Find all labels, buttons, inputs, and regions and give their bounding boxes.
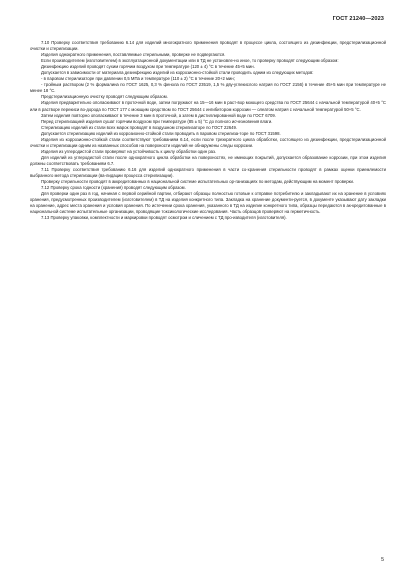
paragraph-drying: Перед стерилизацией изделия сушат горячим воздухом при температуре (85 ± 5) °С до полного исчезновения влаги. [41,118,273,124]
paragraph-steam-sterilization: Допускается стерилизацию изделий из коррозионно-стойкой стали проводить в паровом стерилиза-торе по ГОСТ 31598. [41,130,281,136]
paragraph-carbon-steel-corrosion: Для изделий из углеродистой стали после однократного цикла обработки на поверхностях, не имеющих покрытий, допускается образование коррозии, при этом изделия должны соответствовать требованиям 6.7. [30,154,386,166]
list-item-steam-sterilizer: - в паровом стерилизаторе при давлении 0,5 МПа и температуре (110 ± 2) °С в течение 20+2 мин; [41,76,235,82]
list-item-triple-solution: - тройным раствором (2 % формалина по ГОСТ 1625, 0,3 % фенола по ГОСТ 23519, 1,5 % дву-углекислого натрия по ГОСТ 2156) в течение 45+5 мин при температуре не менее 18 °С. [30,82,386,94]
paragraph-repeated-rinsing: Затем изделия повторно ополаскивают в течение 3 мин в проточной, а затем в дистиллированной воде по ГОСТ 6709. [41,112,276,118]
paragraph-single-use-note: Изделия однократного применения, поставляемые стерильными, проверке не подвергаются. [41,52,226,58]
document-body [30,40,386,221]
paragraph-pre-sterilization-cleaning: Предстерилизационную очистку проводят следующим образом. [41,94,168,100]
paragraph-disinfection-methods: Допускается в зависимости от материала дезинфекцию изделий из коррозионно-стойкой стали проводить одним из следующих методов: [41,70,314,76]
paragraph-stainless-criteria: Изделия из коррозионно-стойкой стали соответствуют требованиям 6.14, если после трехкратного цикла обработки, состоящего из дезинфекции, предстерилизационной очистки и стерилизации одним из названных способов на поверхности изделий не обнаружены следы коррозии. [30,136,386,148]
paragraph-disinfection: Дезинфекцию изделий проводят сухим горячим воздухом при температуре (120 ± 4) °С в течение 45+5 мин. [41,64,255,70]
paragraph-air-sterilization: Стерилизацию изделий из стали всех марок проводят в воздушном стерилизаторе по ГОСТ 22649. [41,124,237,130]
paragraph-shelf-life-procedure: Для проверки один раз в год, начиная с первой серийной партии, отбирают образцы полностью готовые к отправке потребителю и закладывают их на хранение в условиях хранения, предусмотренных производителем (изготовителем) в ТД на изделия конкретного типа. Закладка на хранение документи-руется, в документе указывают дату закладки на хранение, адрес места хранения и условия хранения. По истечении срока хранения, указанного в ТД на изделие конкретного типа, образцы передаются в ак-кредитованные в национальной системе испытательные организации, проводящие токсикологические исследования. Часть образцов проверяют на герметичность. [30,191,386,215]
paragraph-manufacturer-note: Если производителем (изготовителем) в эксплуатационной документации или в ТД не установле-но иное, то проверку проводят следующим образом: [41,58,339,64]
paragraph-7-12: 7.12 Проверку срока годности (хранения) проводят следующим образом. [41,185,186,191]
paragraph-7-10: 7.10 Проверку соответствия требованию 6.14 для изделий многократного применения проводят в процессе цикла, состоящего из дезинфекции, предстерилизационной очистки и стерилизации. [30,40,386,52]
standard-id-header: ГОСТ 21240—2023 [332,16,384,22]
paragraph-7-13: 7.13 Проверку упаковки, комплектности и маркировки проводят осмотром и сличением с ТД про-изводителя (изготовителя). [41,215,287,221]
paragraph-7-11: 7.11 Проверку соответствия требованию 6.16 для изделий однократного применения в части со-хранения стерильности проводят в рамках оценки приемлемости выбранного метода стерилизации (ва-лидации процесса стерилизации). [30,166,386,179]
paragraph-sterility-testing: Проверку стерильности проводят в аккредитованных в национальной системе испытательных ор-ганизациях по методам, действующим на момент проверки. [41,179,355,185]
paragraph-carbon-steel-check: Изделия из углеродистой стали проверяют на устойчивость к циклу обработки один раз. [41,148,217,154]
page-number: 5 [381,557,384,563]
paragraph-rinsing-procedure: Изделия предварительно ополаскивают в проточной воде, затем погружают на 15—16 мин в раст-вор моющего средства по ГОСТ 25644 с начальной температурой 40+5 °С или в растворе перекиси во-дорода по ГОСТ 177 с моющим средством по ГОСТ 25644 с ингибитором коррозии — олеатом натрия с начальной температурой 50+5 °С. [30,100,386,112]
